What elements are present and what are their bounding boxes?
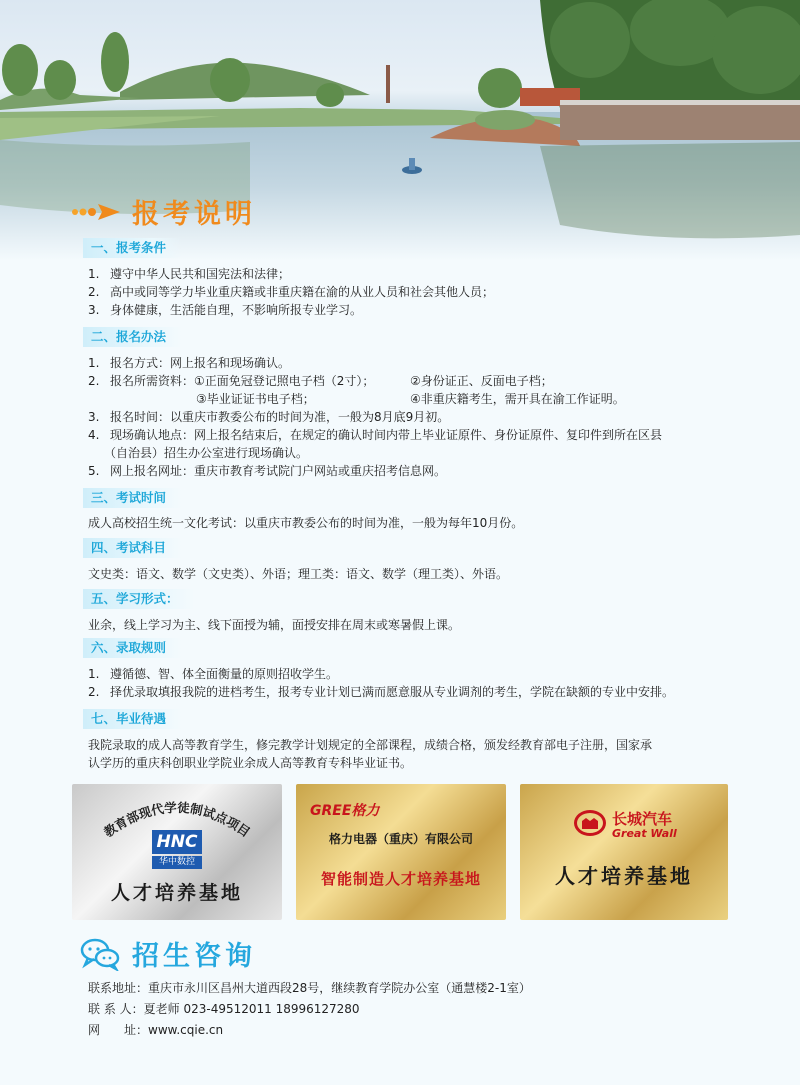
list-item: 1. 遵守中华人民共和国宪法和法律；: [88, 267, 291, 281]
list-item: 1. 报名方式：网上报名和现场确认。: [88, 356, 291, 370]
study-form-text: 业余，线上学习为主、线下面授为辅，面授安排在周末或寒暑假上课。: [88, 618, 461, 632]
list-item: （自治县）招生办公室进行现场确认。: [104, 446, 309, 460]
section-tag-exam-time: 三、考试时间: [83, 488, 182, 508]
list-item: 2. 报名所需资料：①正面免冠登记照电子档（2寸）；: [88, 374, 375, 388]
list-item: 4. 现场确认地点：网上报名结束后，在规定的确认时间内带上毕业证原件、身份证原件、复印件到所在区县: [88, 428, 663, 442]
plaque-gree: [296, 784, 506, 920]
website-link[interactable]: www.cqie.cn: [148, 1023, 224, 1037]
list-item: 3. 身体健康，生活能自理，不影响所报专业学习。: [88, 303, 363, 317]
section-tag-admission: 六、录取规则: [83, 638, 182, 658]
list-item: ②身份证正、反面电子档；: [410, 374, 553, 388]
exam-subjects-text: 文史类：语文、数学（文史类）、外语；理工类：语文、数学（理工类）、外语。: [88, 567, 509, 581]
contact-address: 联系地址：重庆市永川区昌州大道西段28号，继续教育学院办公室（通慧楼2-1室）: [88, 981, 531, 995]
consult-title: 招生咨询: [132, 941, 256, 972]
hnc-logo-icon: HNC: [152, 830, 202, 854]
section-tag-exam-subjects: 四、考试科目: [83, 538, 182, 558]
plaque-hnc: [72, 784, 282, 920]
contact-website: 网 址：www.cqie.cn: [88, 1023, 224, 1037]
plaque-great-wall: [520, 784, 728, 920]
section-tag-requirements: 一、报考条件: [83, 238, 182, 258]
section-tag-study-form: 五、学习形式：: [83, 589, 195, 609]
hnc-logo-subtitle: 华中数控: [152, 856, 202, 869]
plaque-title: 人才培养基地: [110, 882, 243, 904]
list-item: 3. 报名时间：以重庆市教委公布的时间为准，一般为8月底9月初。: [88, 410, 450, 424]
list-item: 2. 择优录取填报我院的进档考生，报考专业计划已满而愿意服从专业调剂的考生，学院在缺额的专业中安排。: [88, 685, 675, 699]
graduation-text-line: 认学历的重庆科创职业学院业余成人高等教育专科毕业证书。: [88, 756, 413, 770]
plaque-title: 人才培养基地: [555, 864, 693, 888]
list-item: 1. 遵循德、智、体全面衡量的原则招收学生。: [88, 667, 339, 681]
consult-heading: [80, 934, 256, 973]
plaque-arc-text: 教育部现代学徒制试点项目: [101, 799, 253, 840]
plaque-company: 格力电器（重庆）有限公司: [328, 832, 473, 846]
graduation-text-line: 我院录取的成人高等教育学生，修完教学计划规定的全部课程，成绩合格，颁发经教育部电子注册，国家承: [88, 738, 653, 752]
section-tag-graduation: 七、毕业待遇: [83, 709, 182, 729]
list-item: ④非重庆籍考生，需开具在渝工作证明。: [410, 392, 625, 406]
plaque-title: 智能制造人才培养基地: [320, 870, 481, 888]
arrow-icon: [70, 201, 122, 223]
list-item: ③毕业证证书电子档；: [196, 392, 315, 406]
section-tag-registration: 二、报名办法: [83, 327, 182, 347]
chat-bubble-icon: [80, 937, 120, 971]
contact-person: 联 系 人：夏老师 023-49512011 18996127280: [88, 1002, 360, 1016]
list-item: 2. 高中或同等学力毕业重庆籍或非重庆籍在渝的从业人员和社会其他人员；: [88, 285, 495, 299]
main-heading: [70, 192, 256, 231]
page-title: 报考说明: [132, 199, 256, 230]
great-wall-logo-icon: [574, 810, 606, 836]
great-wall-brand-en: Great Wall: [612, 827, 677, 840]
gree-logo-icon: GREE格力: [310, 803, 380, 819]
exam-time-text: 成人高校招生统一文化考试：以重庆市教委公布的时间为准，一般为每年10月份。: [88, 516, 524, 530]
great-wall-brand-cn: 长城汽车: [612, 810, 673, 828]
list-item: 5. 网上报名网址：重庆市教育考试院门户网站或重庆招考信息网。: [88, 464, 447, 478]
